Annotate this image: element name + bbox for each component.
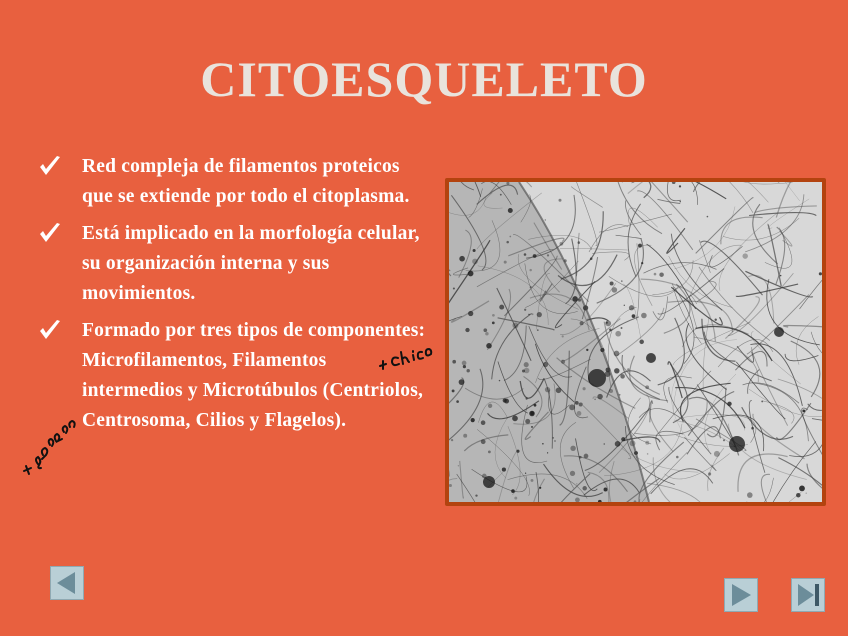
skip-end-icon <box>792 579 824 611</box>
next-slide-button[interactable] <box>724 578 758 612</box>
checkmark-icon <box>36 316 64 344</box>
bullet-item <box>36 219 431 309</box>
bullet-list <box>36 152 431 443</box>
bullet-item <box>36 152 431 212</box>
handwritten-note-chico <box>376 340 436 374</box>
last-slide-button[interactable] <box>791 578 825 612</box>
triangle-right-icon <box>725 579 757 611</box>
previous-slide-button[interactable] <box>50 566 84 600</box>
slide-title: CITOESQUELETO <box>200 51 648 107</box>
micrograph-image <box>445 178 826 506</box>
bullet-text: Está implicado en la morfología celular, su organización interna y sus movimientos. <box>82 223 420 304</box>
checkmark-icon <box>36 219 64 247</box>
bullet-item <box>36 316 431 436</box>
triangle-left-icon <box>51 567 83 599</box>
handwritten-note-grande <box>20 415 82 479</box>
bullet-text: Formado por tres tipos de componentes: Microfilamentos, Filamentos intermedios y Microtúbulos (Centriolos, Centrosoma, Cilios y Flagelos). <box>82 320 426 431</box>
cytoskeleton-micrograph <box>449 182 822 502</box>
checkmark-icon <box>36 152 64 180</box>
bullet-text: Red compleja de filamentos proteicos que se extiende por todo el citoplasma. <box>82 156 410 207</box>
